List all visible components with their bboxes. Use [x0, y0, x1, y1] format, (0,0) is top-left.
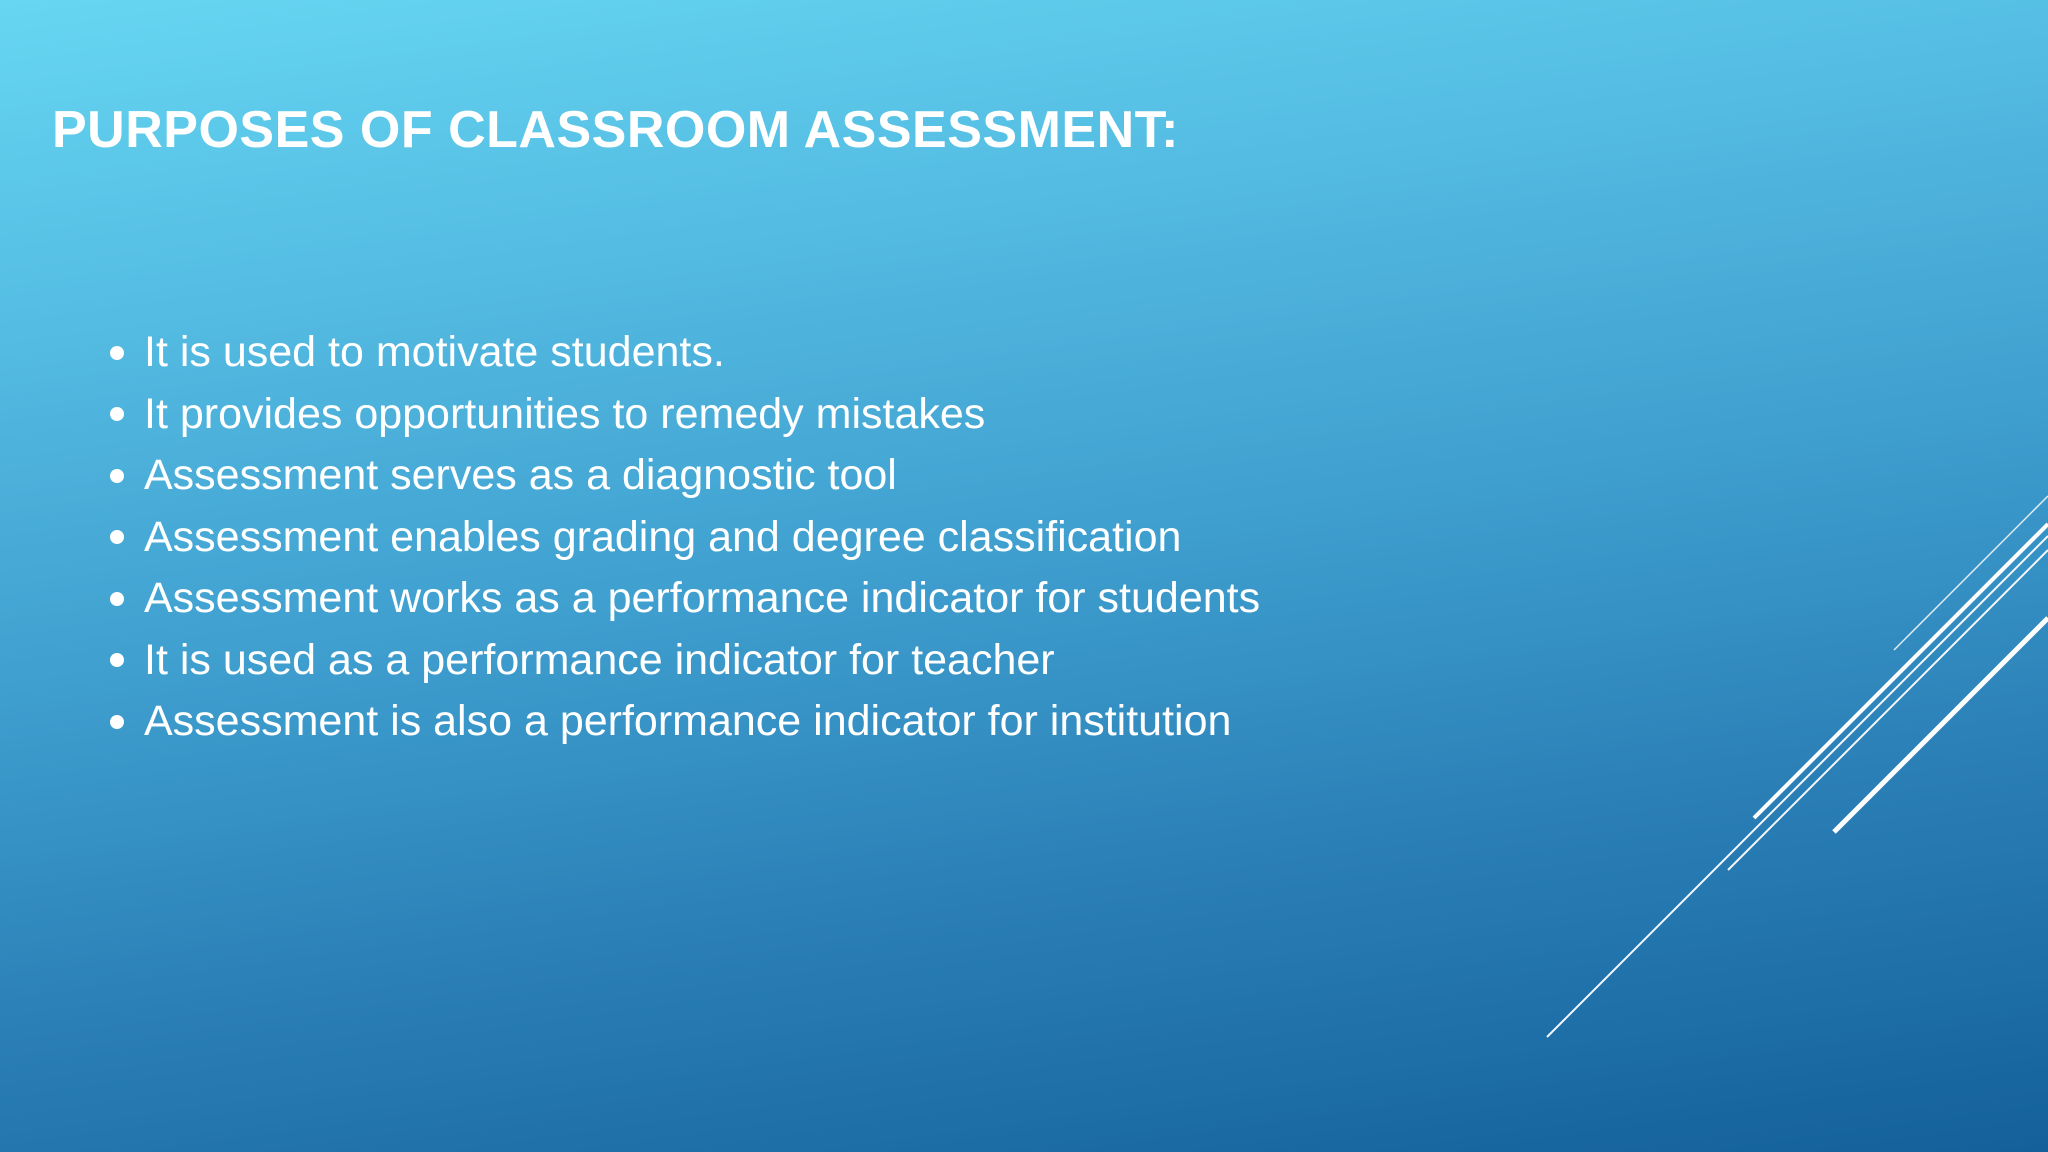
deco-line-thin-2 [1728, 550, 2048, 870]
bullet-item [110, 630, 1260, 692]
bullet-dot-icon [110, 653, 124, 667]
bullet-dot-icon [110, 592, 124, 606]
deco-line-thick-1 [1754, 524, 2048, 818]
bullet-item [110, 568, 1260, 630]
bullet-item [110, 507, 1260, 569]
bullet-dot-icon [110, 346, 124, 360]
deco-line-thin-3 [1894, 496, 2048, 650]
bullet-text: It is used as a performance indicator for teacher [144, 635, 1055, 684]
deco-line-thin-long [1547, 536, 2048, 1037]
bullet-item [110, 322, 1260, 384]
bullet-dot-icon [110, 469, 124, 483]
bullet-item [110, 445, 1260, 507]
deco-line-thick-2 [1834, 618, 2048, 832]
bullet-text: Assessment enables grading and degree classification [144, 512, 1182, 561]
bullet-item [110, 384, 1260, 446]
bullet-dot-icon [110, 530, 124, 544]
bullet-item [110, 691, 1260, 753]
bullet-text: Assessment works as a performance indicator for students [144, 574, 1261, 623]
bullet-dot-icon [110, 715, 124, 729]
bullet-text: Assessment is also a performance indicator for institution [144, 697, 1232, 746]
bullet-text: Assessment serves as a diagnostic tool [144, 451, 897, 500]
bullet-text: It provides opportunities to remedy mistakes [144, 389, 986, 438]
bullet-list [110, 322, 1260, 753]
slide-title: PURPOSES OF CLASSROOM ASSESSMENT: [52, 101, 1179, 159]
bullet-dot-icon [110, 407, 124, 421]
bullet-text: It is used to motivate students. [144, 328, 725, 377]
